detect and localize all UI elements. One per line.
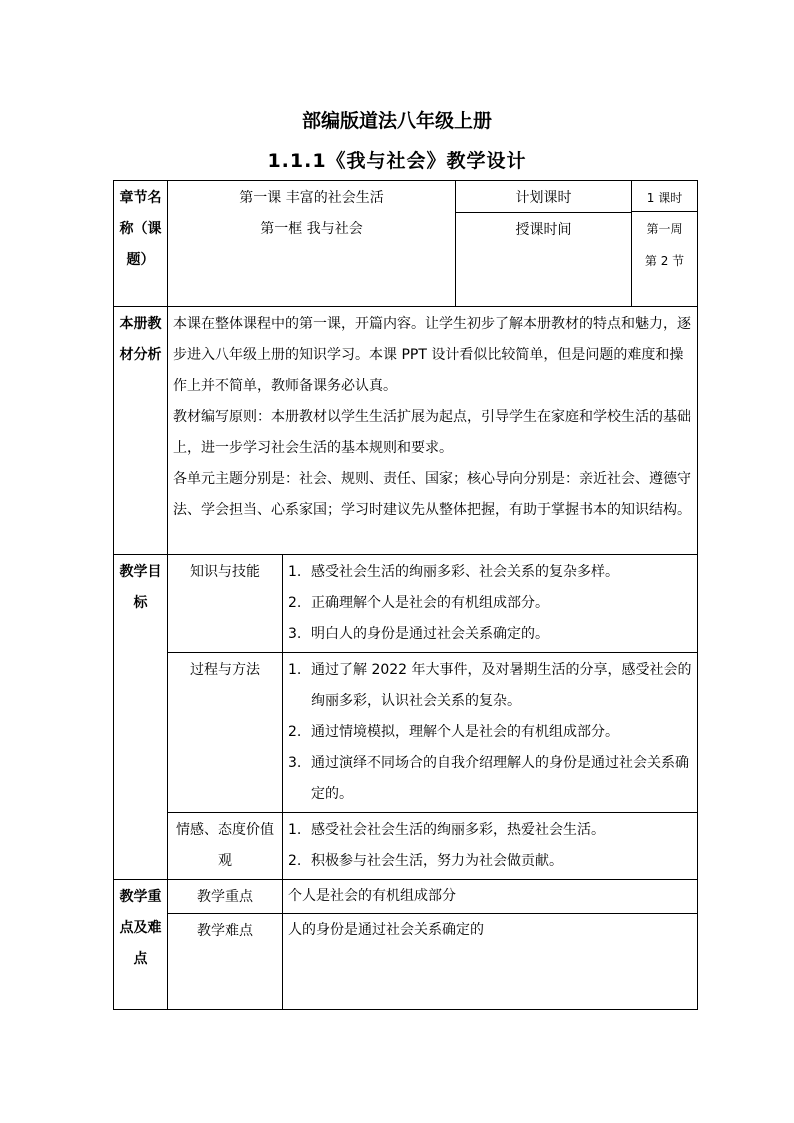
- goals-knowledge-row: [114, 555, 698, 653]
- list-item: 1. 通过了解 2022 年大事件，及对暑期生活的分享，感受社会的绚丽多彩，认识社会关系的复杂。: [288, 662, 692, 709]
- list-item: 2. 积极参与社会生活，努力为社会做贡献。: [288, 853, 563, 869]
- knowledge-list: [283, 555, 697, 652]
- goals-process-row: [114, 653, 698, 813]
- analysis-label: 本册教材分析: [114, 307, 168, 555]
- analysis-row: [114, 307, 698, 555]
- list-item: 1. 感受社会生活的绚丽多彩、社会关系的复杂多样。: [288, 564, 619, 580]
- class-time-label: 授课时间: [515, 222, 572, 238]
- frame-name: 第一框 我与社会: [260, 221, 363, 237]
- list-item: 3. 明白人的身份是通过社会关系确定的。: [288, 626, 549, 642]
- planned-hours-label: 计划课时: [456, 181, 631, 213]
- lesson-plan-table: [113, 180, 698, 1010]
- analysis-paragraph: 本课在整体课程中的第一课，开篇内容。让学生初步了解本册教材的特点和魅力，逐步进入八年级上册的知识学习。本课 PPT 设计看似比较简单，但是问题的难度和操作上并不简单，教师备课务必认真。: [173, 316, 691, 394]
- lesson-name: 第一课 丰富的社会生活: [239, 190, 384, 206]
- document-subtitle: 1.1.1《我与社会》教学设计: [267, 150, 527, 172]
- difficulty-row: [114, 914, 698, 1010]
- process-list: [283, 653, 697, 812]
- chapter-row: [114, 181, 698, 307]
- key-points-label: 教学重点及难点: [114, 880, 168, 1010]
- difficulty-value: 人的身份是通过社会关系确定的: [283, 914, 698, 1010]
- focus-row: [114, 880, 698, 914]
- list-item: 2. 正确理解个人是社会的有机组成部分。: [288, 595, 549, 611]
- list-item: 3. 通过演绎不同场合的自我介绍理解人的身份是通过社会关系确定的。: [288, 755, 689, 802]
- emotion-list: [283, 813, 697, 879]
- class-time-period: 第 2 节: [644, 254, 685, 268]
- process-label: 过程与方法: [168, 653, 283, 813]
- focus-value: 个人是社会的有机组成部分: [283, 880, 698, 914]
- knowledge-content: [283, 555, 698, 653]
- analysis-paragraph: 教材编写原则：本册教材以学生生活扩展为起点，引导学生在家庭和学校生活的基础上，进一步学习社会生活的基本规则和要求。: [173, 409, 691, 456]
- goals-label: 教学目标: [114, 555, 168, 880]
- planned-hours-value: 1 课时: [632, 181, 697, 212]
- lesson-info-cell: [168, 181, 456, 307]
- process-content: [283, 653, 698, 813]
- chapter-label: 章节名称（课题）: [114, 181, 168, 307]
- emotion-content: [283, 813, 698, 880]
- difficulty-label: 教学难点: [168, 914, 283, 1010]
- analysis-content: [168, 307, 698, 555]
- list-item: 1. 感受社会社会生活的绚丽多彩，热爱社会生活。: [288, 822, 605, 838]
- analysis-paragraph: 各单元主题分别是：社会、规则、责任、国家；核心导向分别是：亲近社会、遵德守法、学会担当、心系家国；学习时建议先从整体把握，有助于掌握书本的知识结构。: [173, 471, 691, 518]
- goals-emotion-row: [114, 813, 698, 880]
- knowledge-label: 知识与技能: [168, 555, 283, 653]
- class-time-week: 第一周: [646, 222, 683, 236]
- document-title: 部编版道法八年级上册: [301, 110, 492, 132]
- schedule-value-cell: [632, 181, 698, 307]
- list-item: 2. 通过情境模拟，理解个人是社会的有机组成部分。: [288, 724, 619, 740]
- focus-label: 教学重点: [168, 880, 283, 914]
- schedule-label-cell: [456, 181, 632, 307]
- emotion-label: 情感、态度价值观: [168, 813, 283, 880]
